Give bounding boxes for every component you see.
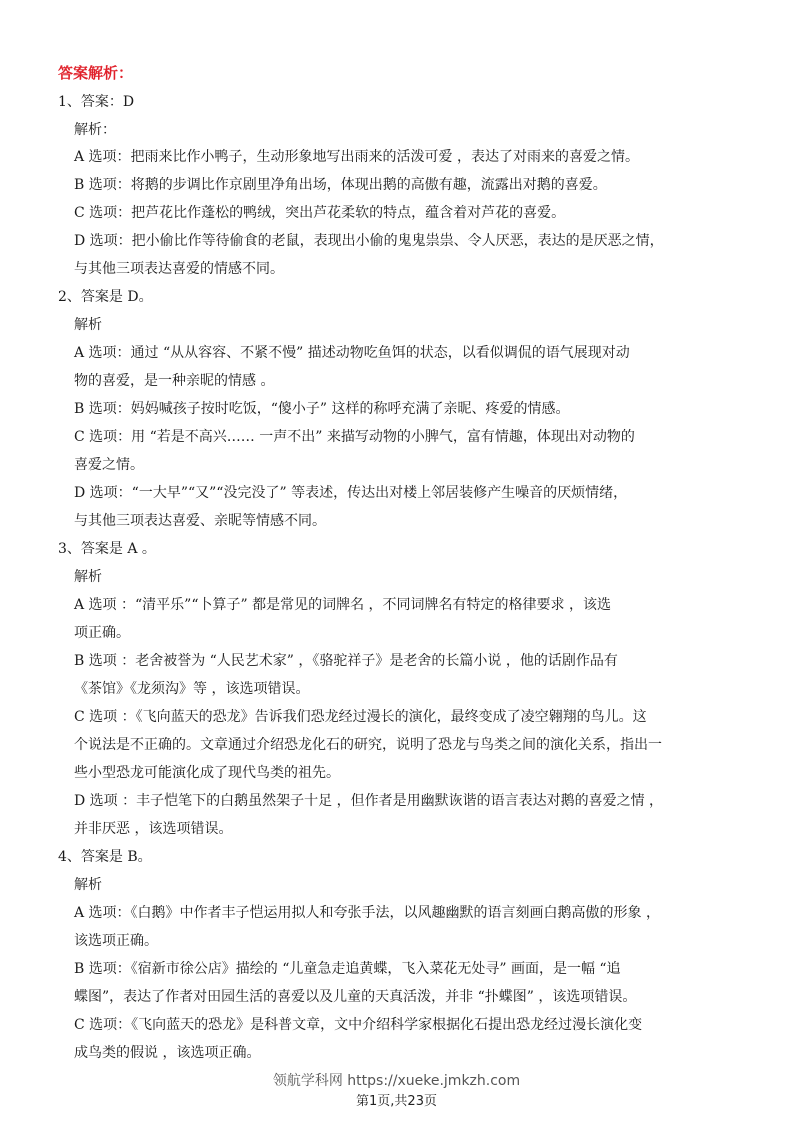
question-2-answer: 2、答案是 D。 (58, 289, 153, 305)
question-4-answer: 4、答案是 B。 (58, 849, 152, 865)
answer-analysis-heading: 答案解析： (58, 64, 134, 82)
analysis-line: 与其他三项表达喜爱、亲昵等情感不同。 (74, 513, 326, 529)
analysis-label: 解析 (74, 317, 102, 333)
analysis-line: 喜爱之情。 (74, 457, 144, 473)
question-3-answer: 3、答案是 A 。 (58, 541, 156, 557)
analysis-line: D 选项：把小偷比作等待偷食的老鼠，表现出小偷的鬼鬼祟祟、令人厌恶，表达的是厌恶之情， (74, 233, 664, 249)
analysis-line: A 选项：《白鹅》中作者丰子恺运用拟人和夸张手法，以风趣幽默的语言刻画白鹅高傲的形象 ， (74, 905, 661, 921)
analysis-line: 些小型恐龙可能演化成了现代鸟类的祖先。 (74, 765, 340, 781)
analysis-label: 解析 (74, 569, 102, 585)
analysis-line: A 选项：把雨来比作小鸭子，生动形象地写出雨来的活泼可爱 ，表达了对雨来的喜爱之情。 (74, 149, 640, 165)
analysis-line: 蝶图”，表达了作者对田园生活的喜爱以及儿童的天真活泼，并非 “扑蝶图” ，该选项错误。 (74, 989, 637, 1005)
analysis-label: 解析： (74, 122, 116, 138)
analysis-line: B 选项：将鹅的步调比作京剧里净角出场，体现出鹅的高傲有趣，流露出对鹅的喜爱。 (74, 177, 607, 193)
analysis-line: 该选项正确。 (74, 933, 158, 949)
analysis-line: C 选项：《飞向蓝天的恐龙》是科普文章，文中介绍科学家根据化石提出恐龙经过漫长演化变 (74, 1017, 643, 1033)
analysis-label: 解析 (74, 877, 102, 893)
analysis-line: B 选项 ：老舍被誉为 “人民艺术家” ，《骆驼祥子》是老舍的长篇小说 ，他的话剧作品有 (74, 653, 618, 669)
analysis-line: B 选项：妈妈喊孩子按时吃饭，“傻小子” 这样的称呼充满了亲昵、疼爱的情感。 (74, 401, 570, 417)
analysis-line: C 选项 ：《飞向蓝天的恐龙》告诉我们恐龙经过漫长的演化，最终变成了凌空翱翔的鸟儿。这 (74, 709, 647, 725)
analysis-line: D 选项 ：丰子恺笔下的白鹅虽然架子十足 ，但作者是用幽默诙谐的语言表达对鹅的喜爱之情 ， (74, 793, 664, 809)
page-number: 第1页,共23页 (356, 1094, 437, 1109)
analysis-line: D 选项：“一大早”“又”“没完没了” 等表述，传达出对楼上邻居装修产生噪音的厌烦情绪， (74, 485, 628, 501)
analysis-line: 成鸟类的假说 ，该选项正确。 (74, 1045, 261, 1061)
analysis-line: 项正确。 (74, 625, 130, 641)
analysis-line: C 选项：把芦花比作蓬松的鸭绒，突出芦花柔软的特点，蕴含着对芦花的喜爱。 (74, 205, 566, 221)
analysis-line: A 选项：通过 “从从容容、不紧不慢” 描述动物吃鱼饵的状态，以看似调侃的语气展现对动 (74, 345, 630, 361)
footer-watermark: 领航学科网 https://xueke.jmkzh.com (272, 1073, 521, 1089)
analysis-line: 物的喜爱，是一种亲昵的情感 。 (74, 373, 275, 389)
question-1-answer: 1、答案：D (58, 94, 135, 110)
analysis-line: 并非厌恶 ，该选项错误。 (74, 821, 233, 837)
analysis-line: B 选项：《宿新市徐公店》描绘的 “儿童急走追黄蝶，飞入菜花无处寻” 画面，是一幅 “追 (74, 961, 621, 977)
analysis-line: 《茶馆》《龙须沟》等 ，该选项错误。 (74, 681, 310, 697)
analysis-line: A 选项 ：“清平乐”“卜算子” 都是常见的词牌名 ，不同词牌名有特定的格律要求 ，该选 (74, 597, 611, 613)
analysis-line: C 选项：用 “若是不高兴…… 一声不出” 来描写动物的小脾气，富有情趣，体现出对动物的 (74, 429, 635, 445)
analysis-line: 与其他三项表达喜爱的情感不同。 (74, 261, 284, 277)
analysis-line: 个说法是不正确的。文章通过介绍恐龙化石的研究，说明了恐龙与鸟类之间的演化关系，指出一 (74, 737, 662, 753)
